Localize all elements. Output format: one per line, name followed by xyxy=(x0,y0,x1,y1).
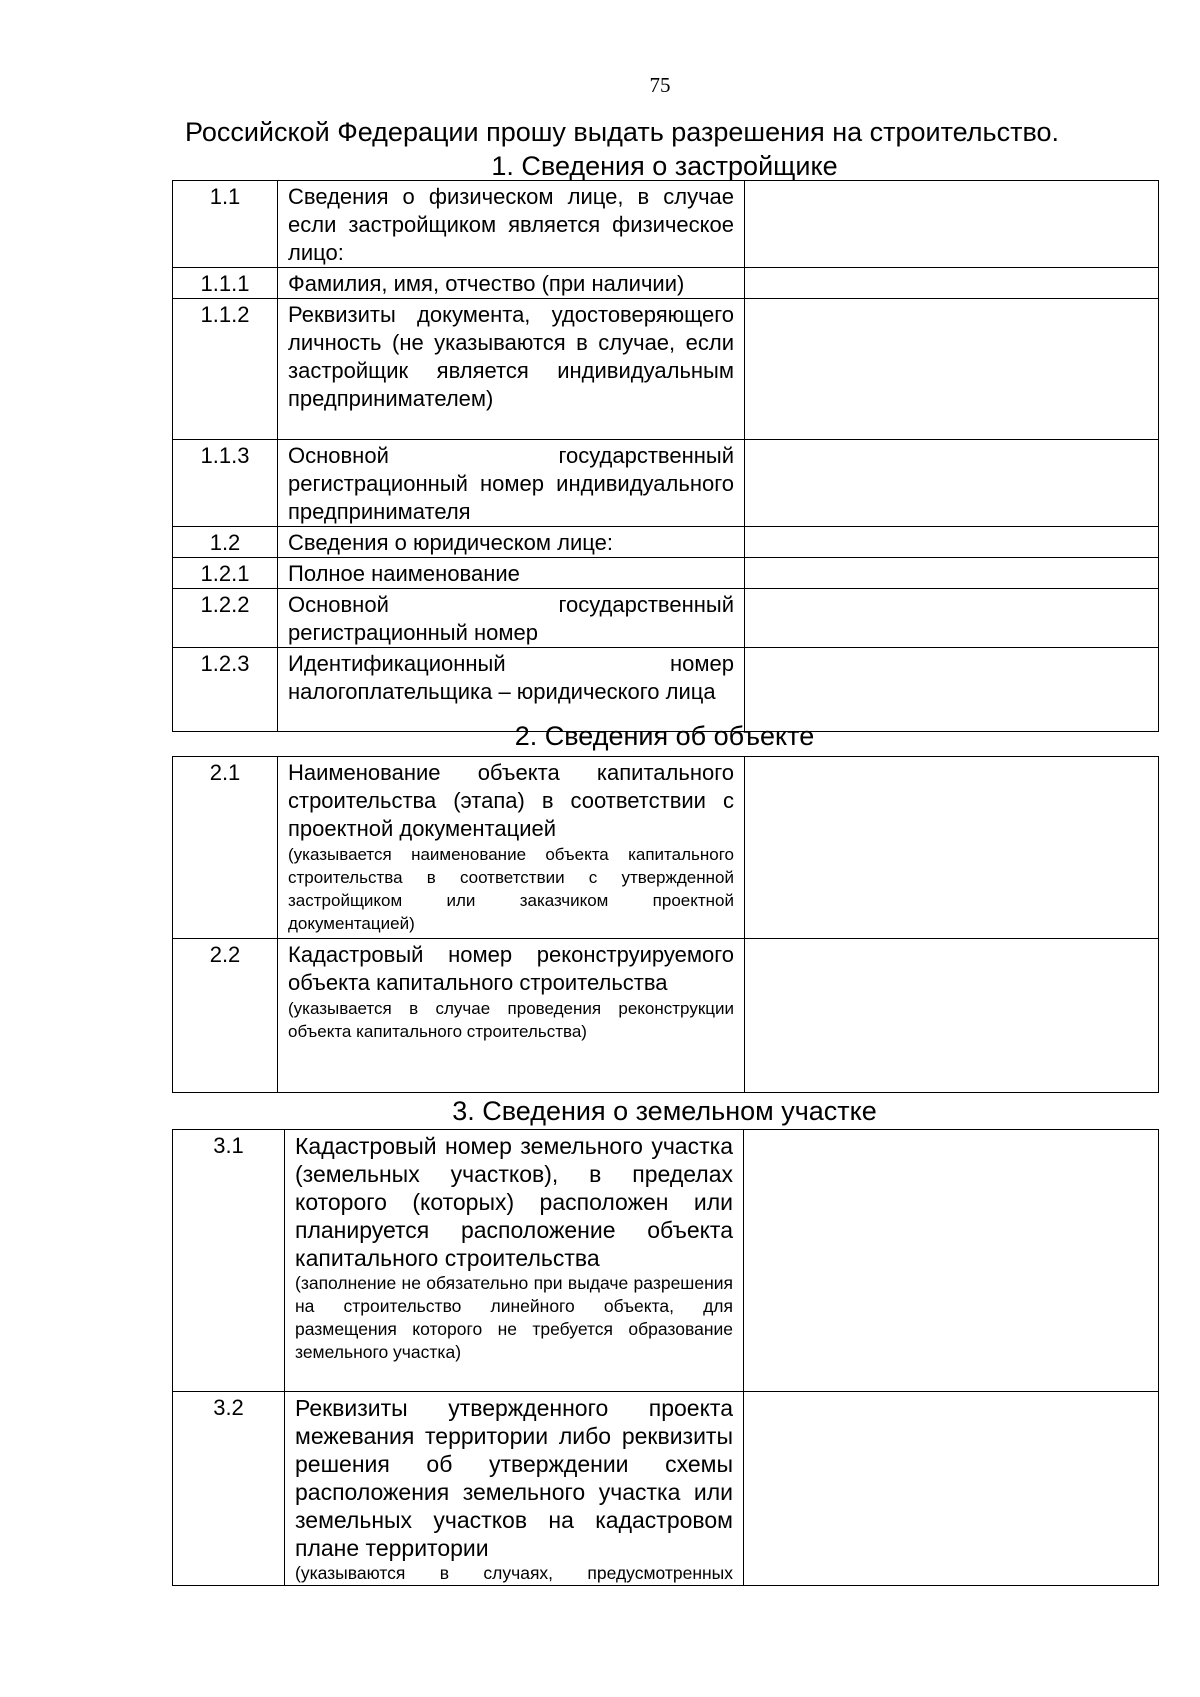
row-description: Основной государственный регистрационный номер xyxy=(278,589,745,648)
table-row xyxy=(173,299,1159,440)
value-cell[interactable] xyxy=(745,527,1159,558)
row-number: 3.1 xyxy=(173,1130,285,1392)
value-cell[interactable] xyxy=(745,939,1159,1093)
row-description: Идентификационный номер налогоплательщика – юридического лица xyxy=(278,648,745,732)
row-number: 2.2 xyxy=(173,939,278,1093)
row-description: Сведения о юридическом лице: xyxy=(278,527,745,558)
table-row xyxy=(173,181,1159,268)
row-description xyxy=(278,757,745,939)
row-description: Основной государственный регистрационный номер индивидуального предпринимателя xyxy=(278,440,745,527)
page-number: 75 xyxy=(649,73,671,97)
row-main-text: Наименование объекта капитального строительства (этапа) в соответствии с проектной документацией xyxy=(288,760,734,841)
row-number: 1.2.3 xyxy=(173,648,278,732)
table-row xyxy=(173,558,1159,589)
table-row xyxy=(173,268,1159,299)
row-number: 1.1.3 xyxy=(173,440,278,527)
row-main-text: Реквизиты утвержденного проекта межевания территории либо реквизиты решения об утверждении схемы расположения земельного участка или земельных участков на кадастровом плане территории xyxy=(295,1395,733,1561)
value-cell[interactable] xyxy=(745,268,1159,299)
row-number: 3.2 xyxy=(173,1392,285,1586)
row-main-text: Кадастровый номер реконструируемого объекта капитального строительства xyxy=(288,942,734,995)
table-row xyxy=(173,648,1159,732)
section-3-table xyxy=(172,1129,1159,1586)
row-note: (указывается наименование объекта капитального строительства в соответствии с утвержденной застройщиком или заказчиком проектной документацией) xyxy=(288,845,734,933)
value-cell[interactable] xyxy=(745,440,1159,527)
value-cell[interactable] xyxy=(744,1130,1159,1392)
table-row xyxy=(173,589,1159,648)
table-row xyxy=(173,440,1159,527)
section-3-heading: 3. Сведения о земельном участке xyxy=(452,1096,877,1126)
value-cell[interactable] xyxy=(745,589,1159,648)
section-1-heading: 1. Сведения о застройщике xyxy=(491,151,838,181)
value-cell[interactable] xyxy=(745,181,1159,268)
row-note: (указывается в случае проведения реконструкции объекта капитального строительства) xyxy=(288,999,734,1041)
value-cell[interactable] xyxy=(745,558,1159,589)
row-description: Сведения о физическом лице, в случае если застройщиком является физическое лицо: xyxy=(278,181,745,268)
table-row xyxy=(173,527,1159,558)
value-cell[interactable] xyxy=(745,757,1159,939)
row-number: 1.2.2 xyxy=(173,589,278,648)
row-description xyxy=(285,1130,744,1392)
value-cell[interactable] xyxy=(745,299,1159,440)
row-number: 1.2.1 xyxy=(173,558,278,589)
row-number: 1.2 xyxy=(173,527,278,558)
row-note: (указываются в случаях, предусмотренных xyxy=(295,1563,733,1583)
row-number: 1.1 xyxy=(173,181,278,268)
row-number: 1.1.1 xyxy=(173,268,278,299)
row-number: 2.1 xyxy=(173,757,278,939)
table-row xyxy=(173,939,1159,1093)
row-main-text: Кадастровый номер земельного участка (земельных участков), в пределах которого (которых) расположен или планируется расположение объекта капитального строительства xyxy=(295,1133,733,1271)
table-row xyxy=(173,757,1159,939)
section-1-table xyxy=(172,180,1159,732)
row-description: Фамилия, имя, отчество (при наличии) xyxy=(278,268,745,299)
value-cell[interactable] xyxy=(744,1392,1159,1586)
value-cell[interactable] xyxy=(745,648,1159,732)
row-number: 1.1.2 xyxy=(173,299,278,440)
section-2-heading: 2. Сведения об объекте xyxy=(514,721,815,751)
row-description: Полное наименование xyxy=(278,558,745,589)
section-2-table xyxy=(172,756,1159,1093)
table-row xyxy=(173,1392,1159,1586)
intro-text: Российской Федерации прошу выдать разрешения на строительство. xyxy=(185,117,1060,147)
row-note: (заполнение не обязательно при выдаче разрешения на строительство линейного объекта, для размещения которого не требуется образование земельного участка) xyxy=(295,1273,733,1362)
row-description: Реквизиты документа, удостоверяющего личность (не указываются в случае, если застройщик является индивидуальным предпринимателем) xyxy=(278,299,745,440)
row-description xyxy=(285,1392,744,1586)
table-row xyxy=(173,1130,1159,1392)
row-description xyxy=(278,939,745,1093)
